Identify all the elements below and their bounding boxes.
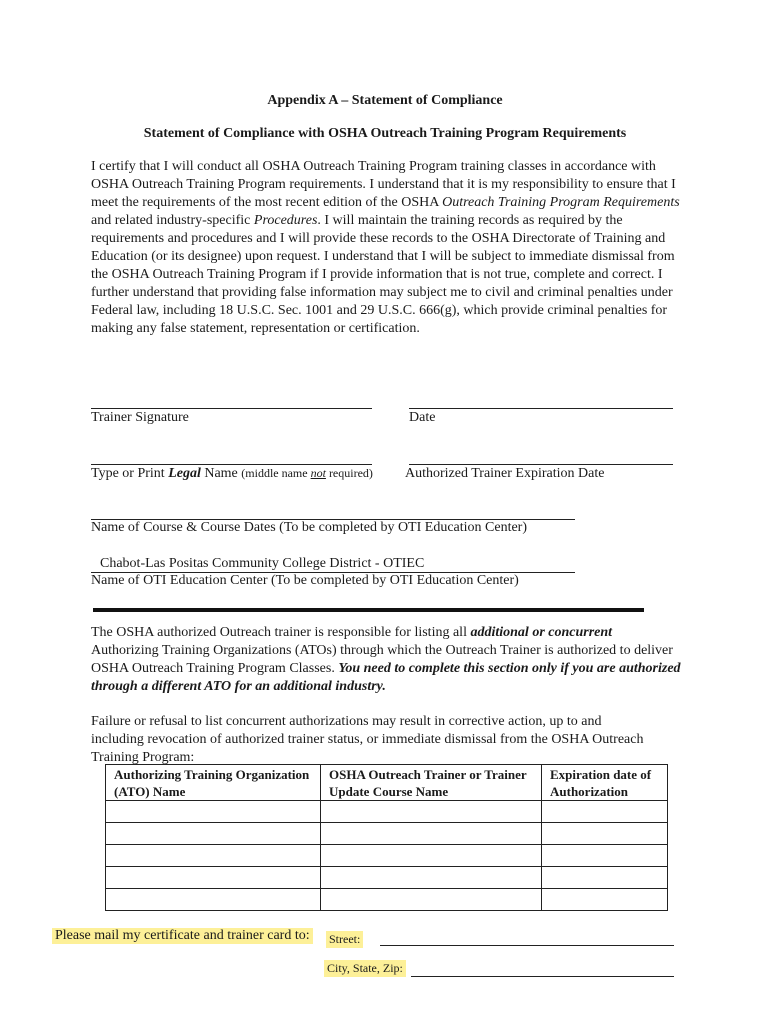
mail-prompt: Please mail my certificate and trainer card to:	[52, 928, 313, 944]
table-row[interactable]	[106, 889, 668, 911]
page-subtitle: Statement of Compliance with OSHA Outreach Training Program Requirements	[143, 126, 627, 141]
col-expiration: Expiration date of Authorization	[542, 765, 668, 801]
date-line[interactable]	[409, 408, 673, 409]
col-course-name: OSHA Outreach Trainer or Trainer Update Course Name	[321, 765, 542, 801]
oti-center-value[interactable]: Chabot-Las Positas Community College District - OTIEC	[100, 556, 425, 571]
expiration-label: Authorized Trainer Expiration Date	[405, 466, 605, 481]
city-state-zip-label: City, State, Zip:	[324, 960, 406, 977]
table-row[interactable]	[106, 845, 668, 867]
signature-line[interactable]	[91, 408, 372, 409]
page-title: Appendix A – Statement of Compliance	[267, 93, 503, 108]
legal-name-label: Type or Print Legal Name (middle name not required)	[91, 466, 373, 481]
col-ato-name: Authorizing Training Organization (ATO) Name	[106, 765, 321, 801]
table-row[interactable]	[106, 823, 668, 845]
table-row[interactable]	[106, 867, 668, 889]
ato-warning: Failure or refusal to list concurrent authorizations may result in corrective action, up to and including revocation of authorized trainer status, or immediate dismissal from the OSHA Outreach Training Program:	[91, 714, 644, 765]
oti-center-label: Name of OTI Education Center (To be completed by OTI Education Center)	[91, 573, 519, 588]
expiration-line[interactable]	[409, 464, 673, 465]
trainer-signature-label: Trainer Signature	[91, 410, 189, 425]
name-line[interactable]	[91, 464, 372, 465]
section-divider	[93, 608, 644, 612]
street-input[interactable]	[380, 931, 674, 946]
table-row[interactable]	[106, 801, 668, 823]
street-label: Street:	[326, 931, 363, 948]
certification-text: I certify that I will conduct all OSHA Outreach Training Program training classes in accordance with OSHA Outreach Training Program requirements. I understand that it is my responsibility to ensure that I meet the requirements of the most recent edition of the OSHA Outreach Training Program Requirements and related industry-specific Procedures. I will maintain the training records as required by the requirements and procedures and I will provide these records to the OSHA Directorate of Training and Education (or its designee) upon request. I understand that I will be subject to immediate dismissal from the OSHA Outreach Training Program if I provide information that is not true, complete and correct. I further understand that providing false information may subject me to civil and criminal penalties under Federal law, including 18 U.S.C. Sec. 1001 and 29 U.S.C. 666(g), which provide criminal penalties for making any false statement, representation or certification.	[91, 159, 680, 336]
ato-instructions: The OSHA authorized Outreach trainer is responsible for listing all additional or concurrent Authorizing Training Organizations (ATOs) through which the Outreach Trainer is authorized to deliver OSHA Outreach Training Program Classes. You need to complete this section only if you are authorized through a different ATO for an additional industry.	[91, 625, 681, 694]
date-label: Date	[409, 410, 436, 425]
course-label: Name of Course & Course Dates (To be completed by OTI Education Center)	[91, 520, 528, 535]
city-state-zip-input[interactable]	[411, 962, 674, 977]
ato-table	[105, 764, 668, 911]
